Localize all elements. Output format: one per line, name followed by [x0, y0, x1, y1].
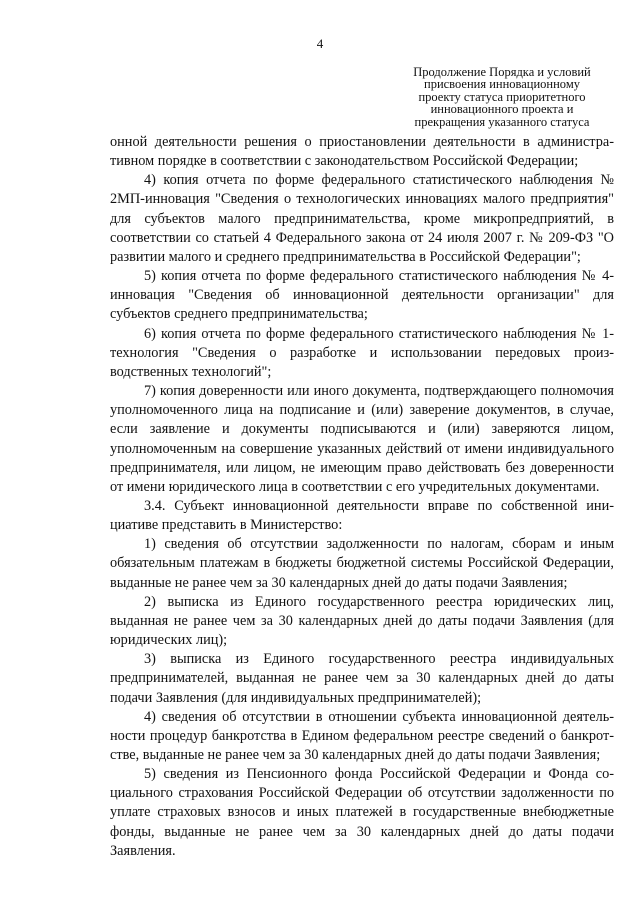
paragraph-continuation: онной деятельности решения о приостановлении деятельности в административном порядке в соответствии с законодательством Российской Федерации;	[110, 134, 614, 170]
paragraph-optional-5-pension-fund: 5) сведения из Пенсионного фонда Российской Федерации и Фонда социального страхования Российской Федерации об отсутствии задолженности по уплате страховых взносов и иных платежей в государственные внебюджетные фонды, выданные не ранее чем за 30 календарных дней до даты подачи Заявления.	[110, 766, 614, 859]
paragraph-item-4-report-2mp: 4) копия отчета по форме федерального статистического наблюдения № 2МП-инновация "Сведения о технологических инновациях малого предприятия" для субъектов малого предпринимательства, кроме микропредприятий, в соответствии со статьей 4 Федерального закона от 24 июля 2007 г. № 209-ФЗ "О развитии малого и среднего предпринимательства в Российской Федерации";	[110, 172, 614, 265]
paragraph-item-7-power-of-attorney: 7) копия доверенности или иного документа, подтверждающего полномочия уполномоченного лица на подписание и (или) заверение документов, в случае, если заявление и документы подписываются и (или) заверяются лицом, уполномоченным на совершение указанных действий от имени индивидуального предпринимателя, или лицом, не имеющим право действовать без доверенности от имени юридического лица в соответствии с его учредительных документами.	[110, 383, 614, 495]
paragraph-optional-3-egrip: 3) выписка из Единого государственного реестра индивидуальных предпринимателей, выданная не ранее чем за 30 календарных дней до даты подачи Заявления (для индивидуальных предпринимателей);	[110, 651, 614, 706]
running-header-line: присвоения инновационному	[424, 77, 580, 92]
page-number: 4	[316, 36, 324, 51]
running-header-line: инновационного проекта и	[430, 102, 574, 117]
running-header-line: проекту статуса приоритетного	[418, 89, 586, 104]
paragraph-optional-4-bankruptcy: 4) сведения об отсутствии в отношении субъекта инновационной деятельности процедур банкротства в Едином федеральном реестре сведений о банкротстве, выданные не ранее чем за 30 календарных дней до даты подачи Заявления;	[110, 708, 614, 763]
paragraph-optional-1-tax-debt: 1) сведения об отсутствии задолженности по налогам, сборам и иным обязательным платежам в бюджеты бюджетной системы Российской Федерации, выданные не ранее чем за 30 календарных дней до даты подачи Заявления;	[110, 536, 614, 591]
running-header	[404, 66, 600, 128]
paragraph-section-3-4: 3.4. Субъект инновационной деятельности вправе по собственной инициативе представить в Министерство:	[110, 497, 614, 534]
paragraph-optional-2-egrul: 2) выписка из Единого государственного реестра юридических лиц, выданная не ранее чем за 30 календарных дней до даты подачи Заявления (для юридических лиц);	[110, 593, 614, 649]
running-header-line: Продолжение Порядка и условий	[413, 65, 591, 79]
paragraph-item-5-report-4-innovation: 5) копия отчета по форме федерального статистического наблюдения № 4-инновация "Сведения об инновационной деятельности организации" для субъектов среднего предпринимательства;	[110, 268, 614, 323]
document-body	[110, 133, 614, 861]
running-header-line: прекращения указанного статуса	[414, 114, 590, 129]
paragraph-item-6-report-1-technology: 6) копия отчета по форме федерального статистического наблюдения № 1-технология "Сведения о разработке и использовании передовых производственных технологий";	[110, 325, 614, 380]
